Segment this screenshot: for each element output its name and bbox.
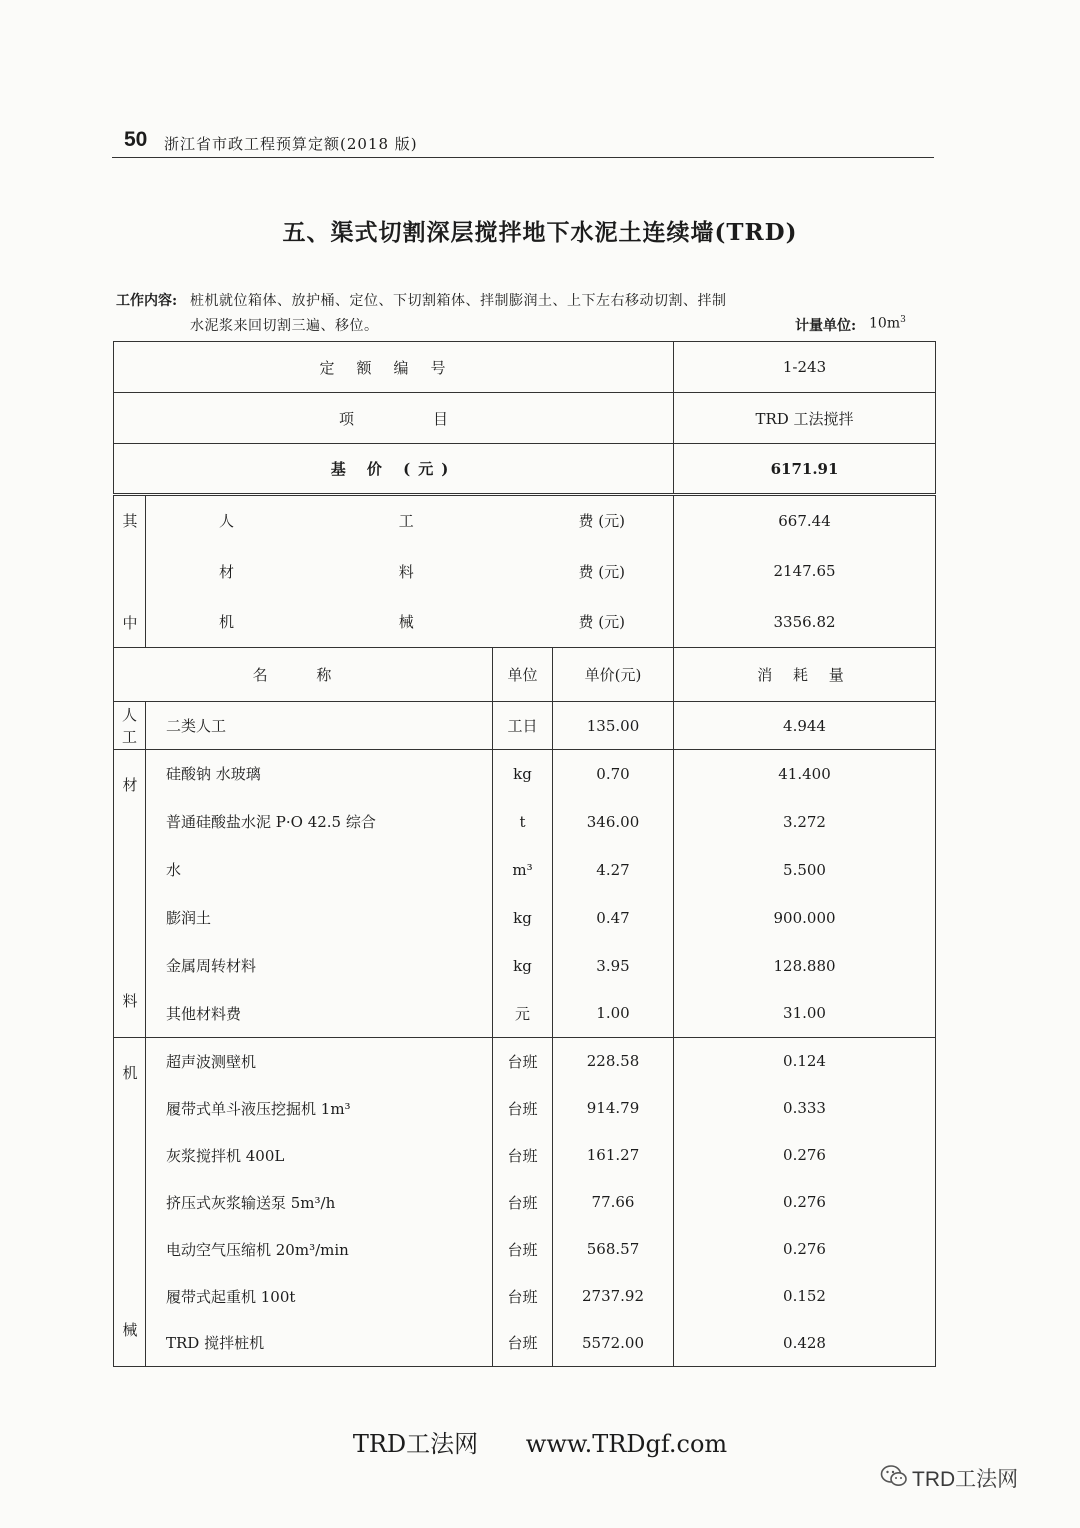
item-name: 履带式单斗液压挖掘机 1m³ (146, 1085, 493, 1132)
labor-row (114, 702, 936, 750)
item-name: 履带式起重机 100t (146, 1273, 493, 1320)
quota-no-value: 1-243 (674, 342, 936, 393)
item-unit: kg (493, 750, 553, 798)
item-price: 346.00 (553, 798, 674, 846)
header-rule (112, 157, 934, 158)
item-name: 超声波测壁机 (146, 1038, 493, 1085)
breakdown-row (114, 495, 936, 546)
labor-category: 人 工 (114, 702, 146, 750)
machinery-row (114, 1273, 936, 1320)
quota-no-label: 定额编号 (114, 342, 674, 393)
item-qty: 3.272 (674, 798, 936, 846)
machinery-row (114, 1320, 936, 1367)
machinery-row (114, 1132, 936, 1179)
page-number: 50 (124, 128, 148, 151)
running-title: 浙江省市政工程预算定额(2018 版) (164, 135, 418, 153)
item-label-b: 目 (433, 409, 449, 428)
item-name: 普通硅酸盐水泥 P·O 42.5 综合 (146, 798, 493, 846)
item-price: 161.27 (553, 1132, 674, 1179)
item-qty: 5.500 (674, 846, 936, 894)
material-row (114, 846, 936, 894)
item-unit: kg (493, 894, 553, 942)
item-price: 1.00 (553, 990, 674, 1038)
item-name: 灰浆搅拌机 400L (146, 1132, 493, 1179)
item-value: TRD 工法搅拌 (674, 393, 936, 444)
col-price-header: 单价(元) (553, 648, 674, 702)
material-cat-top: 材 (122, 776, 138, 794)
unit-value-base: 10m (869, 315, 901, 332)
item-price: 135.00 (553, 702, 674, 750)
item-price: 914.79 (553, 1085, 674, 1132)
material-row (114, 798, 936, 846)
item-qty: 0.152 (674, 1273, 936, 1320)
quota-no-row (114, 342, 936, 393)
item-unit: kg (493, 942, 553, 990)
item-qty: 0.124 (674, 1038, 936, 1085)
col-qty-header: 消 耗 量 (674, 648, 936, 702)
breakdown-row (114, 597, 936, 648)
item-qty: 0.428 (674, 1320, 936, 1367)
material-row (114, 750, 936, 798)
breakdown-label: 机 械 费 (元) (146, 597, 674, 648)
item-price: 4.27 (553, 846, 674, 894)
item-qty: 31.00 (674, 990, 936, 1038)
breakdown-cat-bottom: 中 (122, 614, 138, 632)
item-unit: 台班 (493, 1038, 553, 1085)
item-price: 0.47 (553, 894, 674, 942)
breakdown-label: 材 料 费 (元) (146, 546, 674, 597)
work-content-label: 工作内容: (116, 293, 178, 309)
item-qty: 0.276 (674, 1179, 936, 1226)
base-price-value: 6171.91 (674, 444, 936, 495)
machinery-row (114, 1226, 936, 1273)
machinery-category (114, 1038, 146, 1367)
item-name: TRD 搅拌桩机 (146, 1320, 493, 1367)
machinery-cat-top: 机 (122, 1064, 138, 1082)
watermark-brand: TRD工法网 (352, 1430, 479, 1458)
section-title: 五、渠式切割深层搅拌地下水泥土连续墙(TRD) (282, 219, 798, 246)
quota-table (113, 341, 936, 1367)
item-unit: 台班 (493, 1320, 553, 1367)
item-name: 其他材料费 (146, 990, 493, 1038)
col-name-header: 名 称 (114, 648, 493, 702)
wechat-account-label: TRD工法网 (912, 1468, 1019, 1491)
item-price: 5572.00 (553, 1320, 674, 1367)
item-unit: 台班 (493, 1085, 553, 1132)
item-qty: 128.880 (674, 942, 936, 990)
item-price: 77.66 (553, 1179, 674, 1226)
material-cat-bottom: 料 (122, 992, 138, 1010)
item-unit: 工日 (493, 702, 553, 750)
unit-value-sup: 3 (900, 315, 906, 325)
item-unit: 元 (493, 990, 553, 1038)
breakdown-value: 667.44 (674, 495, 936, 546)
breakdown-value: 3356.82 (674, 597, 936, 648)
item-qty: 900.000 (674, 894, 936, 942)
item-price: 228.58 (553, 1038, 674, 1085)
work-content-line2: 水泥浆来回切割三遍、移位。 (190, 318, 379, 334)
material-category (114, 750, 146, 1038)
material-row (114, 990, 936, 1038)
item-unit: 台班 (493, 1226, 553, 1273)
item-price: 2737.92 (553, 1273, 674, 1320)
item-qty: 0.333 (674, 1085, 936, 1132)
breakdown-value: 2147.65 (674, 546, 936, 597)
column-header-row (114, 648, 936, 702)
item-name: 电动空气压缩机 20m³/min (146, 1226, 493, 1273)
breakdown-label: 人 工 费 (元) (146, 495, 674, 546)
item-price: 0.70 (553, 750, 674, 798)
item-unit: t (493, 798, 553, 846)
item-price: 568.57 (553, 1226, 674, 1273)
item-name: 膨润土 (146, 894, 493, 942)
item-unit: 台班 (493, 1179, 553, 1226)
item-unit: 台班 (493, 1273, 553, 1320)
item-qty: 0.276 (674, 1132, 936, 1179)
machinery-row (114, 1038, 936, 1085)
col-unit-header: 单位 (493, 648, 553, 702)
item-qty: 41.400 (674, 750, 936, 798)
watermark (0, 1424, 1080, 1459)
wechat-icon (880, 1464, 908, 1488)
item-name: 硅酸钠 水玻璃 (146, 750, 493, 798)
item-unit: m³ (493, 846, 553, 894)
unit-value (869, 315, 906, 332)
breakdown-category (114, 495, 146, 648)
item-qty: 4.944 (674, 702, 936, 750)
item-row (114, 393, 936, 444)
breakdown-row (114, 546, 936, 597)
item-price: 3.95 (553, 942, 674, 990)
item-name: 水 (146, 846, 493, 894)
machinery-cat-bottom: 械 (122, 1321, 138, 1339)
item-label-a: 项 (339, 409, 355, 428)
material-row (114, 894, 936, 942)
base-price-label: 基 价 (元) (114, 444, 674, 495)
unit-label: 计量单位: (795, 318, 857, 334)
material-row (114, 942, 936, 990)
item-qty: 0.276 (674, 1226, 936, 1273)
machinery-row (114, 1085, 936, 1132)
item-name: 金属周转材料 (146, 942, 493, 990)
item-name: 二类人工 (146, 702, 493, 750)
work-content-line1: 桩机就位箱体、放护桶、定位、下切割箱体、拌制膨润土、上下左右移动切割、拌制 (190, 293, 727, 309)
item-unit: 台班 (493, 1132, 553, 1179)
item-name: 挤压式灰浆输送泵 5m³/h (146, 1179, 493, 1226)
item-label (114, 393, 674, 444)
base-price-row (114, 444, 936, 495)
machinery-row (114, 1179, 936, 1226)
breakdown-cat-top: 其 (122, 512, 138, 530)
watermark-url[interactable]: www.TRDgf.com (525, 1430, 728, 1458)
